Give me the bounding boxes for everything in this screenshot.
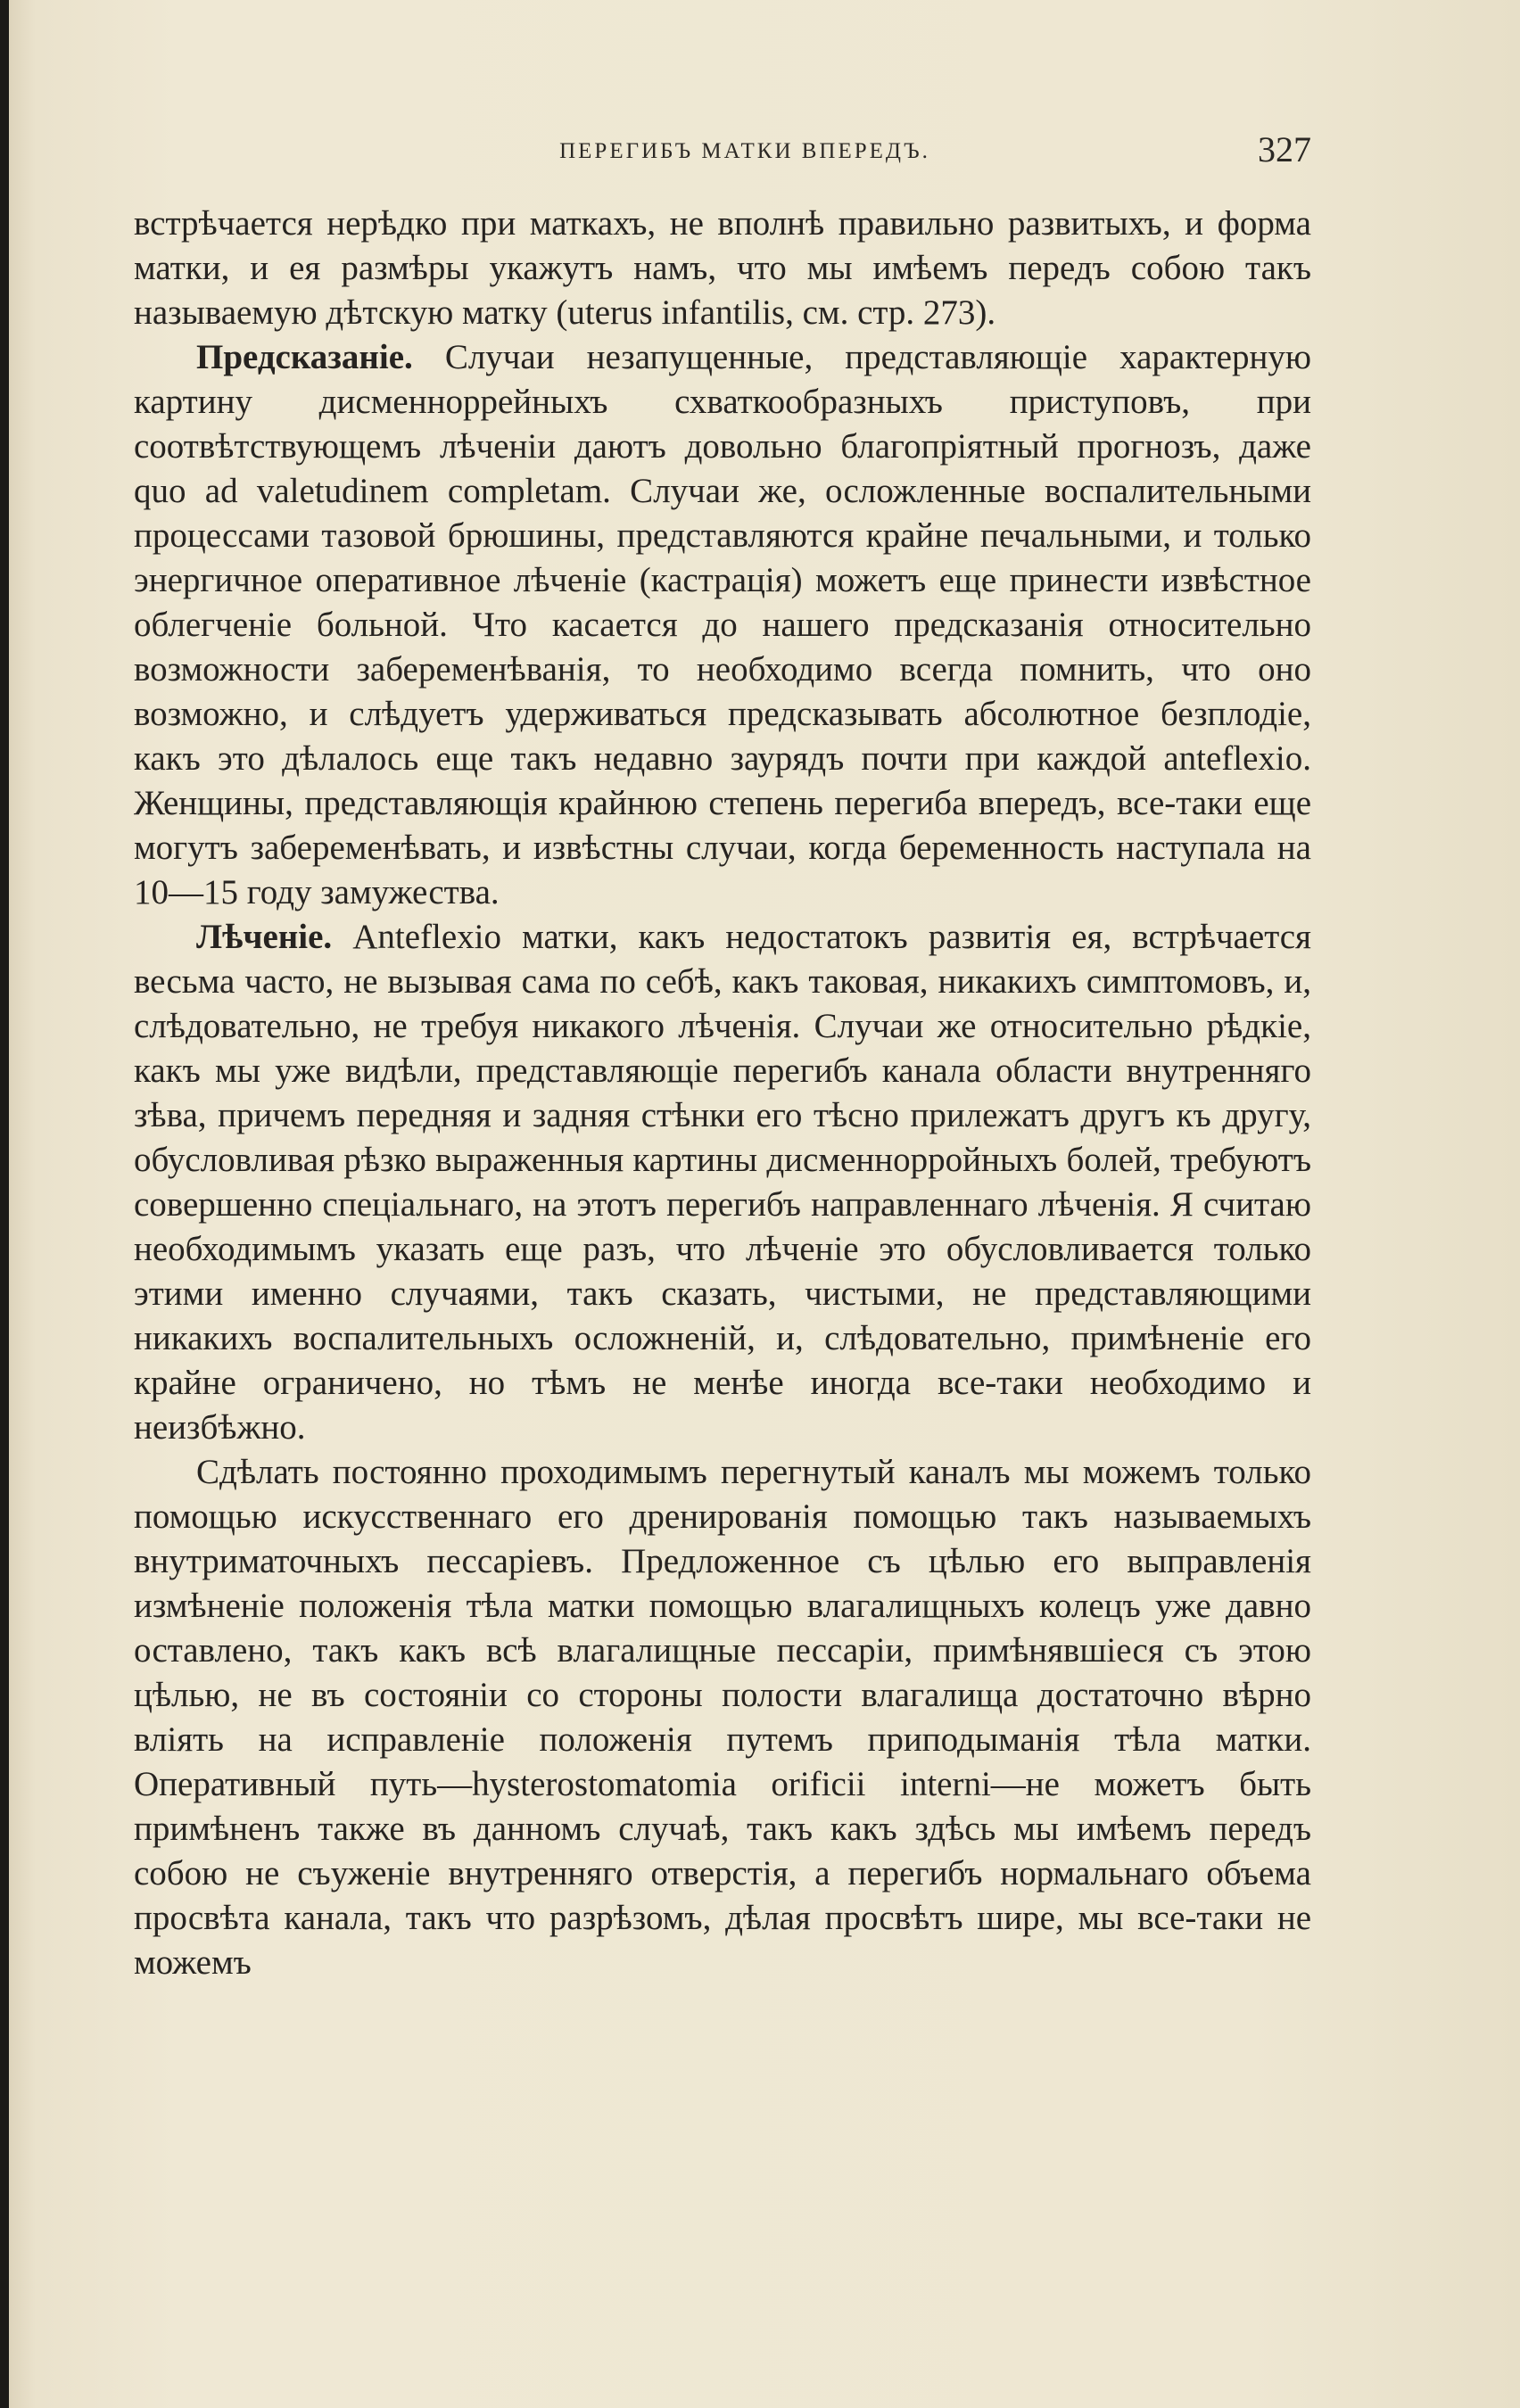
body-text	[134, 202, 1311, 1985]
page-number: 327	[1258, 129, 1311, 169]
running-head: ПЕРЕГИБЪ МАТКИ ВПЕРЕДЪ.	[559, 139, 930, 163]
paragraph-text: встрѣчается нерѣдко при маткахъ, не вполнѣ правильно развитыхъ, и форма матки, и ея размѣры укажутъ намъ, что мы имѣемъ передъ собою такъ называемую дѣтскую матку (uterus infantilis, см. стр. 273).	[134, 204, 1311, 332]
paragraph-text: Сдѣлать постоянно проходимымъ перегнутый каналъ мы можемъ только помощью искусственнаго его дренированія помощью такъ называемыхъ внутриматочныхъ пессаріевъ. Предложенное съ цѣлью его выправленія измѣненіе положенія тѣла матки помощью влагалищныхъ колецъ уже давно оставлено, такъ какъ всѣ влагалищные пессаріи, примѣнявшіеся съ этою цѣлью, не въ состояніи со стороны полости влагалища достаточно вѣрно вліять на исправленіе положенія путемъ приподыманія тѣла матки. Оперативный путь—hysterostomatomia orificii interni—не можетъ быть примѣненъ также въ данномъ случаѣ, такъ какъ здѣсь мы имѣемъ передъ собою не съуженіе внутренняго отверстія, а перегибъ нормальнаго объема просвѣта канала, такъ что разрѣзомъ, дѣлая просвѣтъ шире, мы все-таки не можемъ	[134, 1453, 1311, 1982]
paragraph-text: Anteflexio матки, какъ недостатокъ развитія ея, встрѣчается весьма часто, не вызывая сама по себѣ, какъ таковая, никакихъ симптомовъ, и, слѣдовательно, не требуя никакого лѣченія. Случаи же относительно рѣдкіе, какъ мы уже видѣли, представляющіе перегибъ канала области внутренняго зѣва, причемъ передняя и задняя стѣнки его тѣсно прилежатъ другъ къ другу, обусловливая рѣзко выраженныя картины дисменнорройныхъ болей, требуютъ совершенно спеціальнаго, на этотъ перегибъ направленнаго лѣченія. Я считаю необходимымъ указать еще разъ, что лѣченіе это обусловливается только этими именно случаями, такъ сказать, чистыми, не представляющими никакихъ воспалительныхъ осложненій, и, слѣдовательно, примѣненіе его крайне ограничено, но тѣмъ не менѣе иногда все-таки необходимо и неизбѣжно.	[134, 918, 1311, 1447]
paragraph-text: Случаи незапущенные, представляющіе характерную картину дисменноррейныхъ схваткообразныхъ приступовъ, при соотвѣтствующемъ лѣченіи даютъ довольно благопріятный прогнозъ, даже quo ad valetudinem completam. Случаи же, осложленные воспалительными процессами тазовой брюшины, представляются крайне печальными, и только энергичное оперативное лѣченіе (кастрація) можетъ еще принести извѣстное облегченіе больной. Что касается до нашего предсказанія относительно возможности забеременѣванія, то необходимо всегда помнить, что оно возможно, и слѣдуетъ удерживаться предсказывать абсолютное безплодіе, какъ это дѣлалось еще такъ недавно заурядъ почти при каждой anteflexio. Женщины, представляющія крайнюю степень перегиба впередъ, все-таки еще могутъ забеременѣвать, и извѣстны случаи, когда беременность наступала на 10—15 году замужества.	[134, 338, 1311, 911]
section-lead-treatment: Лѣченіе.	[196, 918, 333, 956]
paragraph-prognosis	[134, 335, 1311, 915]
paragraph-continuation	[134, 202, 1311, 335]
page-header	[178, 125, 1311, 178]
section-lead-prognosis: Предсказаніе.	[196, 338, 413, 376]
binding-shadow	[0, 0, 9, 2408]
paragraph-drainage	[134, 1450, 1311, 1985]
paragraph-treatment	[134, 915, 1311, 1450]
